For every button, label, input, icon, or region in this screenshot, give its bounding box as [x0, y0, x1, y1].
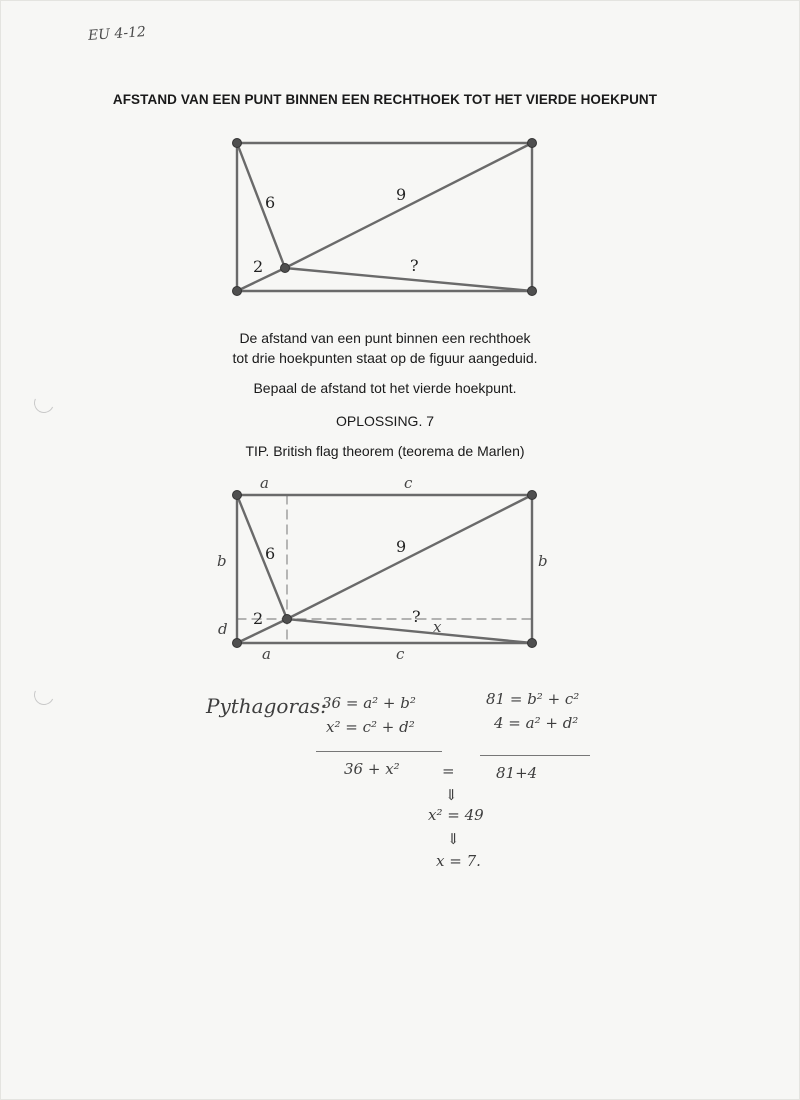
label-question: ? [410, 256, 419, 275]
calc-right-eq2: 4 = a² + d² [494, 714, 579, 732]
label-b-left: b [217, 552, 227, 570]
calc-result-2: x = 7. [436, 852, 481, 870]
calc-heading: Pythagoras: [206, 694, 327, 718]
question-text: Bepaal de afstand tot het vierde hoekpunt. [253, 380, 517, 396]
calc-rule-right [480, 755, 590, 756]
handwritten-corner-note: EU 4-12 [87, 23, 147, 45]
label-b-right: b [538, 552, 548, 570]
label-9: 9 [396, 185, 407, 204]
segment-9 [287, 495, 532, 619]
calc-result-1: x² = 49 [428, 806, 484, 824]
interior-point [283, 615, 292, 624]
calc-left-eq2: x² = c² + d² [326, 718, 415, 736]
label-a-bottom: a [262, 645, 271, 663]
description-line-1: De afstand van een punt binnen een rechthoek [239, 330, 531, 346]
corner-bottom-left [233, 639, 242, 648]
label-d-left: d [218, 620, 228, 638]
calc-rule-left [316, 751, 442, 752]
calc-left-sum: 36 + x² [344, 760, 400, 778]
label-question: ? [412, 607, 421, 626]
description-line-2: tot drie hoekpunten staat op de figuur aangeduid. [232, 350, 538, 366]
calc-arrow-1: ⇓ [445, 786, 458, 804]
calc-right-sum: 81+4 [496, 764, 538, 782]
corner-bottom-right [528, 639, 537, 648]
corner-top-right [528, 491, 537, 500]
label-x: x [433, 618, 442, 636]
calc-left-eq1: 36 = a² + b² [322, 694, 416, 712]
label-c-bottom: c [396, 645, 405, 663]
calc-arrow-2: ⇓ [447, 830, 460, 848]
label-2: 2 [253, 257, 264, 276]
label-a-top: a [260, 474, 269, 492]
segment-x [287, 619, 532, 643]
page-title: AFSTAND VAN EEN PUNT BINNEN EEN RECHTHOEK TOT HET VIERDE HOEKPUNT [112, 92, 658, 107]
segment-6 [237, 495, 287, 619]
label-6: 6 [265, 544, 276, 563]
calc-right-eq1: 81 = b² + c² [486, 690, 580, 708]
corner-top-left [233, 491, 242, 500]
label-2: 2 [253, 609, 264, 628]
label-6: 6 [265, 193, 276, 212]
solution-text: OPLOSSING. 7 [335, 413, 435, 429]
tip-text: TIP. British flag theorem (teorema de Marlen) [245, 443, 525, 459]
label-c-top: c [404, 474, 413, 492]
label-9: 9 [396, 537, 407, 556]
calc-equals: = [442, 762, 455, 780]
